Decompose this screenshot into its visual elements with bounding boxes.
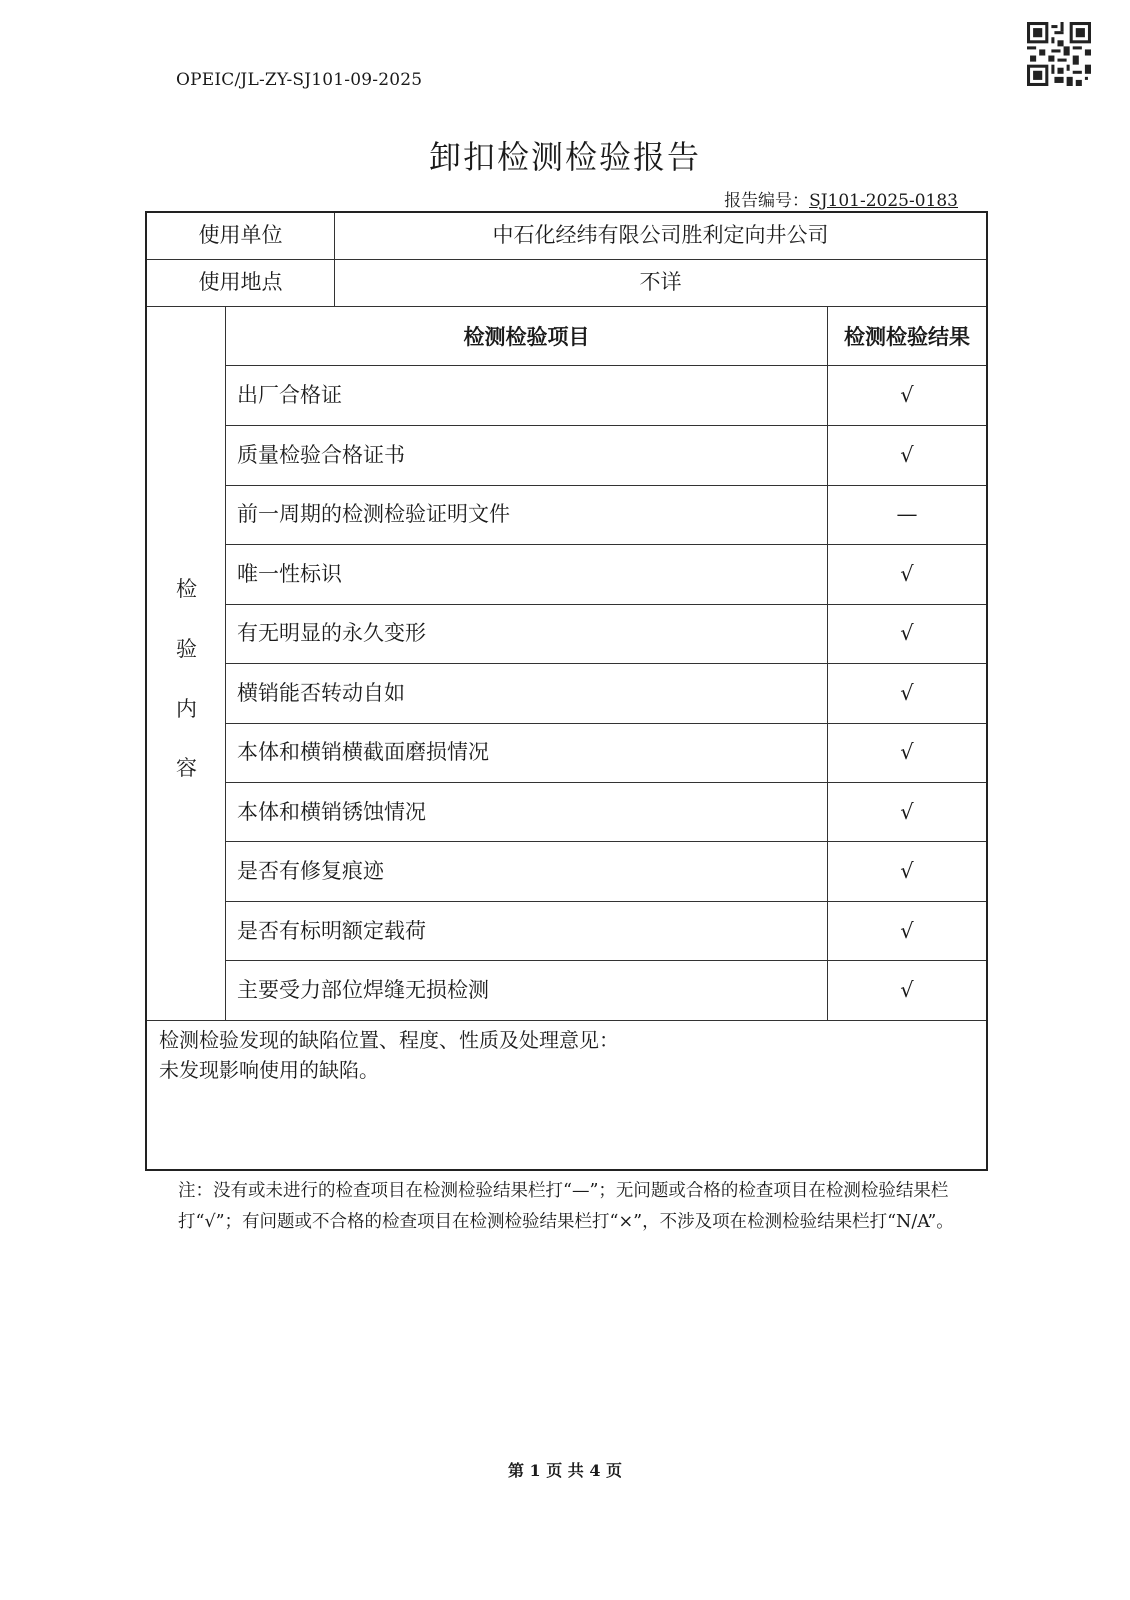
item-result: √ [900,859,914,883]
side-label-char: 检 [176,577,197,601]
item-name: 唯一性标识 [237,562,342,586]
place-label: 使用地点 [198,270,283,294]
item-name: 是否有标明额定载荷 [237,919,426,943]
column-header-result: 检测检验结果 [844,324,970,349]
column-header-item: 检测检验项目 [463,324,590,349]
item-name: 前一周期的检测检验证明文件 [237,502,510,526]
report-number-label: 报告编号： [724,191,810,211]
item-result: √ [900,800,914,824]
side-label-char: 验 [176,637,197,661]
document-code: OPEIC/JL-ZY-SJ101-09-2025 [176,70,423,90]
footnote: 注：没有或未进行的检查项目在检测检验结果栏打“—”；无问题或合格的检查项目在检测检验结果栏打“√”；有问题或不合格的检查项目在检测检验结果栏打“×”，不涉及项在检测检验结果栏打“N/A”。 [178,1181,954,1232]
item-name: 质量检验合格证书 [237,443,405,467]
unit-value: 中石化经纬有限公司胜利定向井公司 [492,223,829,247]
item-result: √ [900,621,914,645]
report-number-value: SJ101-2025-0183 [809,191,958,211]
page-number: 第 1 页 共 4 页 [507,1461,623,1480]
item-name: 主要受力部位焊缝无损检测 [237,978,489,1002]
item-result: √ [900,443,914,467]
qr-code-icon [1027,22,1091,86]
unit-label: 使用单位 [198,223,283,247]
findings-value: 未发现影响使用的缺陷。 [159,1058,379,1082]
side-label-char: 容 [176,756,197,780]
item-name: 横销能否转动自如 [237,681,405,705]
findings-label: 检测检验发现的缺陷位置、程度、性质及处理意见： [159,1028,619,1052]
item-name: 出厂合格证 [237,383,342,407]
report-number [724,186,958,211]
item-result: √ [900,978,914,1002]
side-label-char: 内 [176,697,197,721]
inspection-table [145,211,988,1171]
item-name: 是否有修复痕迹 [237,859,384,883]
place-value: 不详 [639,270,682,294]
item-result: √ [900,383,914,407]
item-result: √ [900,562,914,586]
item-name: 本体和横销锈蚀情况 [237,800,426,824]
item-result: √ [900,919,914,943]
report-title: 卸扣检测检验报告 [428,138,701,176]
item-name: 本体和横销横截面磨损情况 [237,740,489,764]
item-result: √ [900,681,914,705]
item-result: √ [900,740,914,764]
item-name: 有无明显的永久变形 [237,621,426,645]
item-result: — [896,502,918,526]
